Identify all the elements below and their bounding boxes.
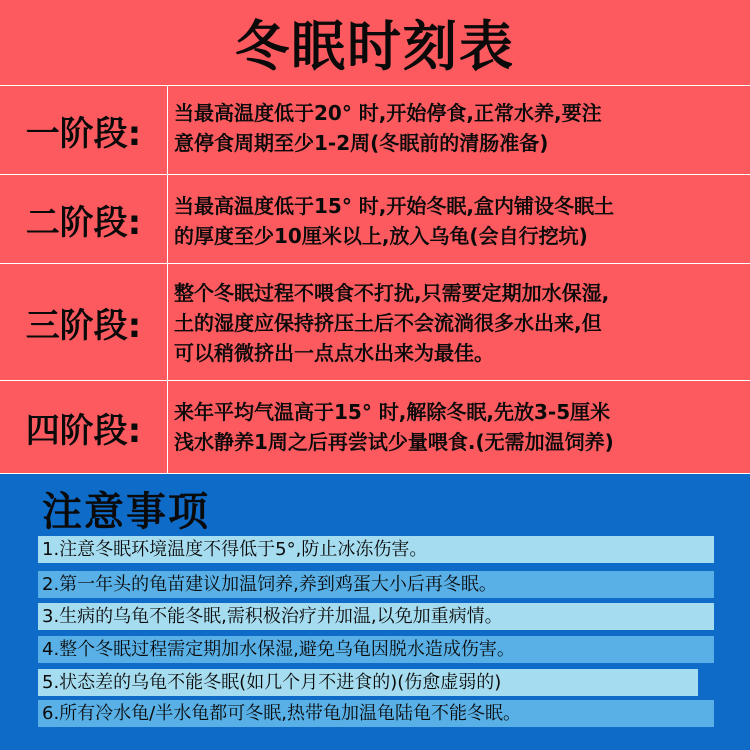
title-banner xyxy=(0,0,750,86)
stage-row-1 xyxy=(0,86,750,175)
stage-4-line-2: 浅水静养1周之后再尝试少量喂食.(无需加温饲养) xyxy=(174,430,614,454)
stage-3-line-1: 整个冬眠过程不喂食不打扰,只需要定期加水保湿, xyxy=(174,281,610,305)
stage-label-3: 三阶段: xyxy=(0,264,168,380)
stage-4-line-1: 来年平均气温高于15° 时,解除冬眠,先放3-5厘米 xyxy=(174,400,611,424)
notes-title: 注意事项 xyxy=(42,489,210,535)
stage-label-2: 二阶段: xyxy=(0,175,168,263)
stage-label-4: 四阶段: xyxy=(0,381,168,473)
stage-row-4 xyxy=(0,381,750,474)
stage-text-4 xyxy=(174,397,738,457)
stage-1-line-2: 意停食周期至少1-2周(冬眠前的清肠准备) xyxy=(174,131,549,155)
stage-row-3 xyxy=(0,264,750,381)
stage-label-1: 一阶段: xyxy=(0,86,168,174)
page-title: 冬眠时刻表 xyxy=(235,15,515,78)
stage-2-line-1: 当最高温度低于15° 时,开始冬眠,盒内铺设冬眠土 xyxy=(174,194,614,218)
stage-3-line-3: 可以稍微挤出一点点水出来为最佳。 xyxy=(174,341,494,365)
stage-3-line-2: 土的湿度应保持挤压土后不会流淌很多水出来,但 xyxy=(174,311,602,335)
stage-row-2 xyxy=(0,175,750,264)
note-item-6: 6.所有冷水龟/半水龟都可冬眠,热带龟加温龟陆龟不能冬眠。 xyxy=(38,700,714,727)
stage-1-line-1: 当最高温度低于20° 时,开始停食,正常水养,要注 xyxy=(174,101,602,125)
note-item-3: 3.生病的乌龟不能冬眠,需积极治疗并加温,以免加重病情。 xyxy=(38,603,714,630)
notes-section xyxy=(0,474,750,750)
note-item-1: 1.注意冬眠环境温度不得低于5°,防止冰冻伤害。 xyxy=(38,536,714,563)
note-item-5: 5.状态差的乌龟不能冬眠(如几个月不进食的)(伤愈虚弱的) xyxy=(38,669,698,696)
note-item-2: 2.第一年头的龟苗建议加温饲养,养到鸡蛋大小后再冬眠。 xyxy=(38,571,714,598)
stage-2-line-2: 的厚度至少10厘米以上,放入乌龟(会自行挖坑) xyxy=(174,224,588,248)
stage-text-2 xyxy=(174,191,738,251)
note-item-4: 4.整个冬眠过程需定期加水保湿,避免乌龟因脱水造成伤害。 xyxy=(38,636,714,663)
stage-text-1 xyxy=(174,98,738,158)
stage-text-3 xyxy=(174,278,738,368)
